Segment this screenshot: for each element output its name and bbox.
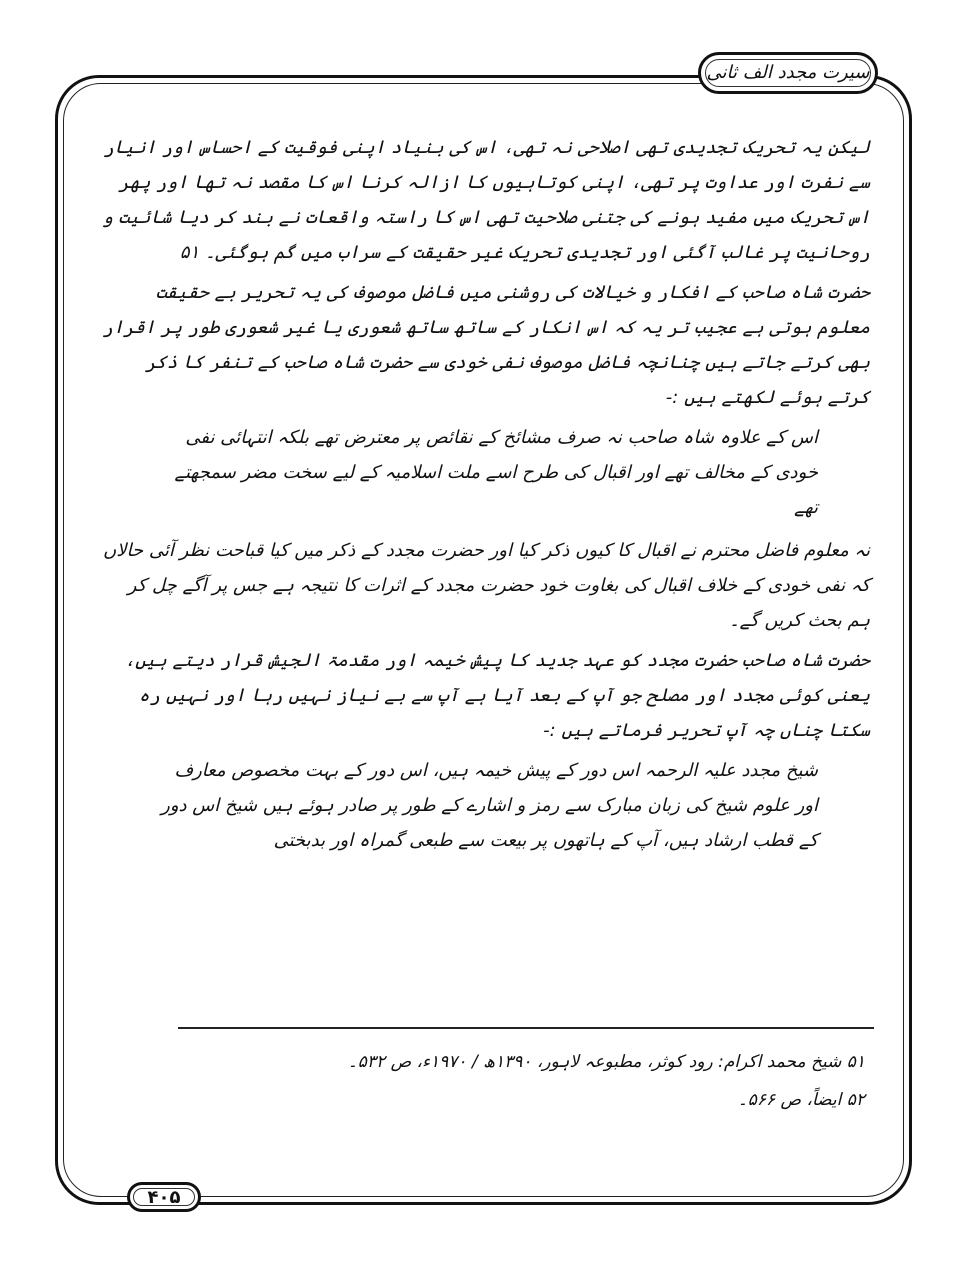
quote-1: اس کے علاوہ شاہ صاحب نہ صرف مشائخ کے نقائص پر معترض تھے بلکہ انتہائی نفی خودی کے مخالف تھے اور اقبال کی طرح اسے ملت اسلامیہ کے لیے سخت مضر سمجھتے تھے — [174, 427, 818, 518]
footnote-divider — [178, 1027, 874, 1029]
paragraph-1: لیکن یہ تحریک تجدیدی تھی اصلاحی نہ تھی، اس کی بنیاد اپنی فوقیت کے احساس اور انیار سے نفرت اور عداوت پر تھی، اپنی کوتاہیوں کا ازالہ کرنا اس کا مقصد نہ تھا اور پھر اس تحریک میں مفید ہونے کی جتنی صلاحیت تھی اس کا راستہ واقعات نے بند کر دیا شائیت و روحانیت پر غالب آگئی اور تجدیدی تحریک غیر حقیقت کے سراب میں گم ہوگئی۔ ۵۱ — [102, 137, 870, 263]
book-title: سیرت مجدد الف ثانی — [706, 62, 870, 83]
footnote-52: ۵۲ ایضاً، ص ۵۶۶۔ — [737, 1090, 865, 1110]
main-text — [100, 130, 870, 866]
footnote-51: ۵۱ شیخ محمد اکرام: رود کوثر، مطبوعہ لاہور، ۱۳۹۰ھ / ۱۹۷۰ء، ص ۵۳۲۔ — [347, 1052, 865, 1072]
quote-2: شیخ مجدد علیہ الرحمہ اس دور کے پیش خیمہ ہیں، اس دور کے بہت مخصوص معارف اور علوم شیخ کی زبان مبارک سے رمز و اشارے کے طور پر صادر ہوئے ہیں شیخ اس دور کے قطب ارشاد ہیں، آپ کے ہاتھوں پر بیعت سے طبعی گمراہ اور بدبختی — [161, 760, 818, 851]
footnotes — [175, 1043, 865, 1119]
running-header — [698, 52, 878, 94]
paragraph-4: حضرت شاہ صاحب حضرت مجدد کو عہد جدید کا پیش خیمہ اور مقدمۃ الجیش قرار دیتے ہیں، یعنی کوئی مجدد اور مصلح جو آپ کے بعد آیا ہے آپ سے بے نیاز نہیں رہا اور نہیں رہ سکتا چناں چہ آپ تحریر فرماتے ہیں :- — [124, 650, 870, 741]
page-number: ۴۰۵ — [127, 1182, 201, 1212]
paragraph-2: حضرت شاہ صاحب کے افکار و خیالات کی روشنی میں فاضل موصوف کی یہ تحریر بے حقیقت معلوم ہوتی ہے عجیب تر یہ کہ اس انکار کے ساتھ ساتھ شعوری یا غیر شعوری طور پر اقرار بھی کرتے جاتے ہیں چنانچہ فاضل موصوف نفی خودی سے حضرت شاہ صاحب کے تنفر کا ذکر کرتے ہوئے لکھتے ہیں :- — [102, 282, 870, 408]
paragraph-3: نہ معلوم فاضل محترم نے اقبال کا کیوں ذکر کیا اور حضرت مجدد کے ذکر میں کیا قباحت نظر آئی حالاں کہ نفی خودی کے خلاف اقبال کی بغاوت خود حضرت مجدد کے اثرات کا نتیجہ ہے جس پر آگے چل کر ہم بحث کریں گے۔ — [103, 540, 870, 631]
